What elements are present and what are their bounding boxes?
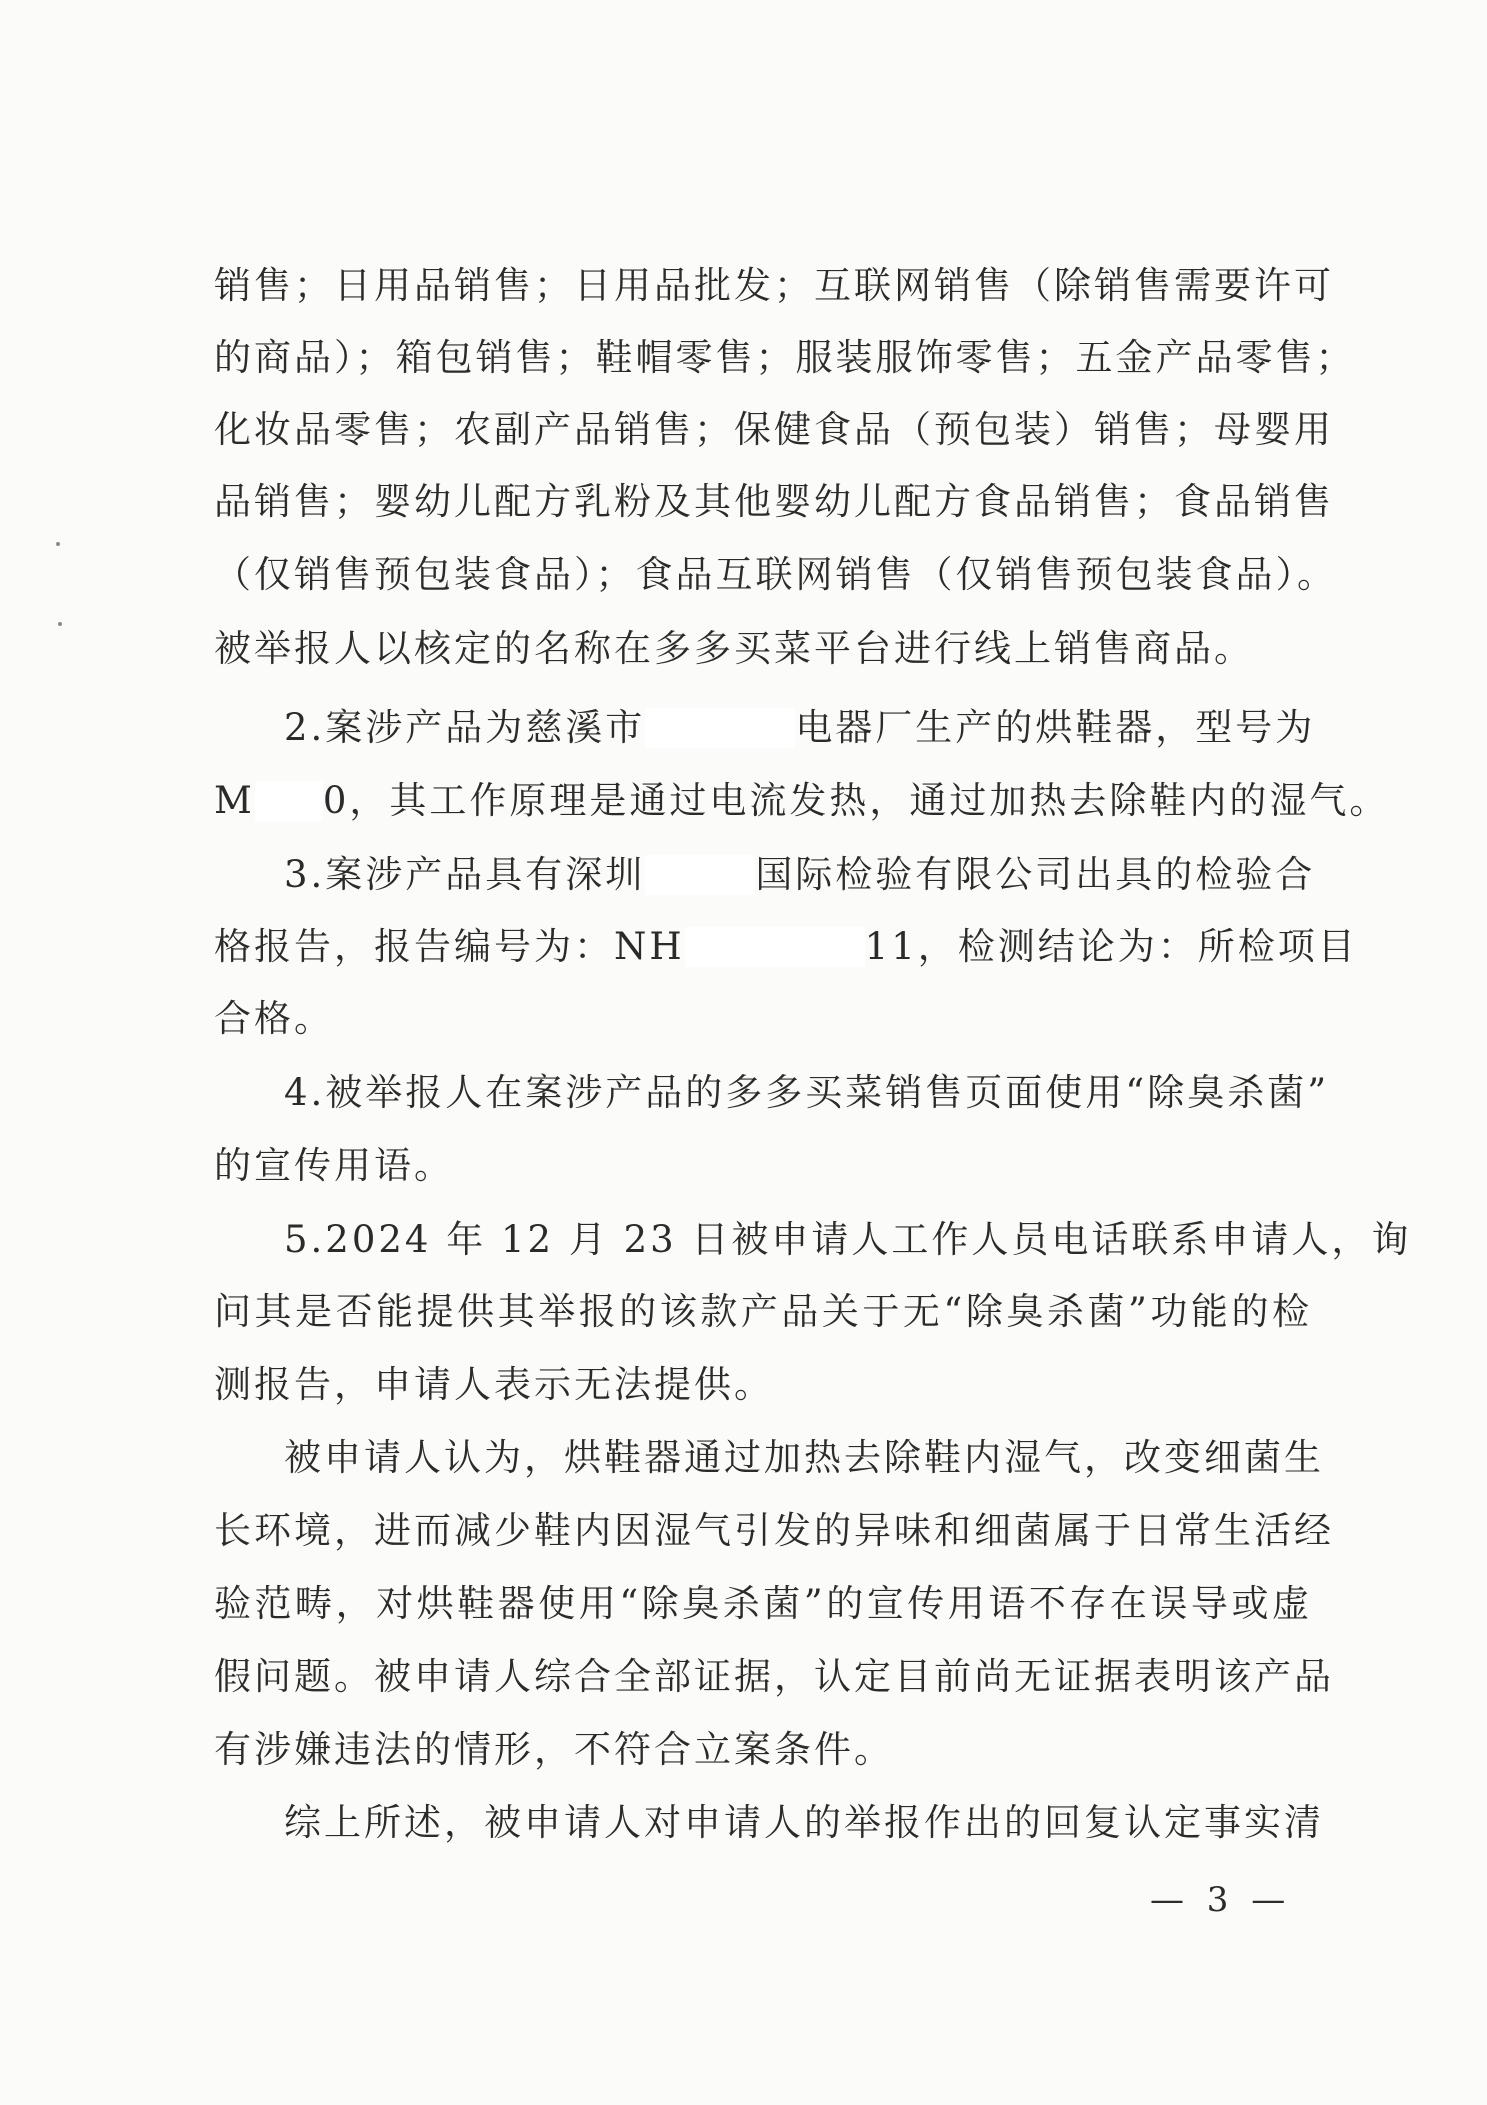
text-line: 品销售；婴幼儿配方乳粉及其他婴幼儿配方食品销售；食品销售	[214, 480, 1334, 523]
text-line: 被申请人认为，烘鞋器通过加热去除鞋内湿气，改变细菌生	[284, 1436, 1324, 1479]
item-2-line-1	[284, 704, 1316, 752]
text-line: 测报告，申请人表示无法提供。	[214, 1363, 774, 1406]
scan-speck	[58, 622, 62, 626]
text-line: 问其是否能提供其举报的该款产品关于无“除臭杀菌”功能的检	[214, 1290, 1312, 1333]
item-3-text: 国际检验有限公司出具的检验合	[755, 853, 1316, 896]
text-line: 有涉嫌违法的情形，不符合立案条件。	[214, 1728, 894, 1771]
item-2-text: 2.案涉产品为慈溪市	[284, 706, 646, 749]
item-3-line-2	[214, 923, 1358, 971]
text-line: 化妆品零售；农副产品销售；保健食品（预包装）销售；母婴用	[214, 408, 1334, 451]
item-3-line-1	[284, 851, 1316, 899]
text-line: 假问题。被申请人综合全部证据，认定目前尚无证据表明该产品	[214, 1655, 1334, 1698]
text-line: 4.被举报人在案涉产品的多多买菜销售页面使用“除臭杀菌”	[284, 1071, 1330, 1114]
redaction-box	[645, 708, 795, 748]
text-line: 销售；日用品销售；日用品批发；互联网销售（除销售需要许可	[214, 264, 1334, 307]
text-line: 综上所述，被申请人对申请人的举报作出的回复认定事实清	[284, 1801, 1324, 1844]
text-line: 被举报人以核定的名称在多多买菜平台进行线上销售商品。	[214, 627, 1254, 670]
item-2-text: 0，其工作原理是通过电流发热，通过加热去除鞋内的湿气。	[322, 779, 1390, 822]
item-2-line-2	[214, 777, 1390, 825]
text-line: 的宣传用语。	[214, 1144, 454, 1187]
item-3-text: 11，检测结论为：所检项目	[864, 925, 1358, 968]
redaction-box	[645, 855, 755, 895]
scan-speck	[56, 542, 60, 546]
text-line: 长环境，进而减少鞋内因湿气引发的异味和细菌属于日常生活经	[214, 1509, 1334, 1552]
text-line: （仅销售预包装食品）；食品互联网销售（仅销售预包装食品）。	[214, 553, 1337, 596]
item-2-text: 电器厂生产的烘鞋器，型号为	[795, 706, 1316, 749]
text-line: 5.2024 年 12 月 23 日被申请人工作人员电话联系申请人，询	[284, 1218, 1412, 1261]
text-line: 的商品）；箱包销售；鞋帽零售；服装服饰零售；五金产品零售；	[214, 336, 1356, 379]
page-number: — 3 —	[1150, 1880, 1292, 1920]
item-3-text: 3.案涉产品具有深圳	[284, 853, 646, 896]
redaction-box	[685, 927, 865, 967]
redaction-box	[255, 781, 323, 821]
text-line: 验范畴，对烘鞋器使用“除臭杀菌”的宣传用语不存在误导或虚	[214, 1582, 1312, 1625]
item-2-text: M	[214, 779, 255, 822]
text-line: 合格。	[214, 997, 334, 1040]
item-3-text: 格报告，报告编号为：NH	[214, 925, 685, 968]
